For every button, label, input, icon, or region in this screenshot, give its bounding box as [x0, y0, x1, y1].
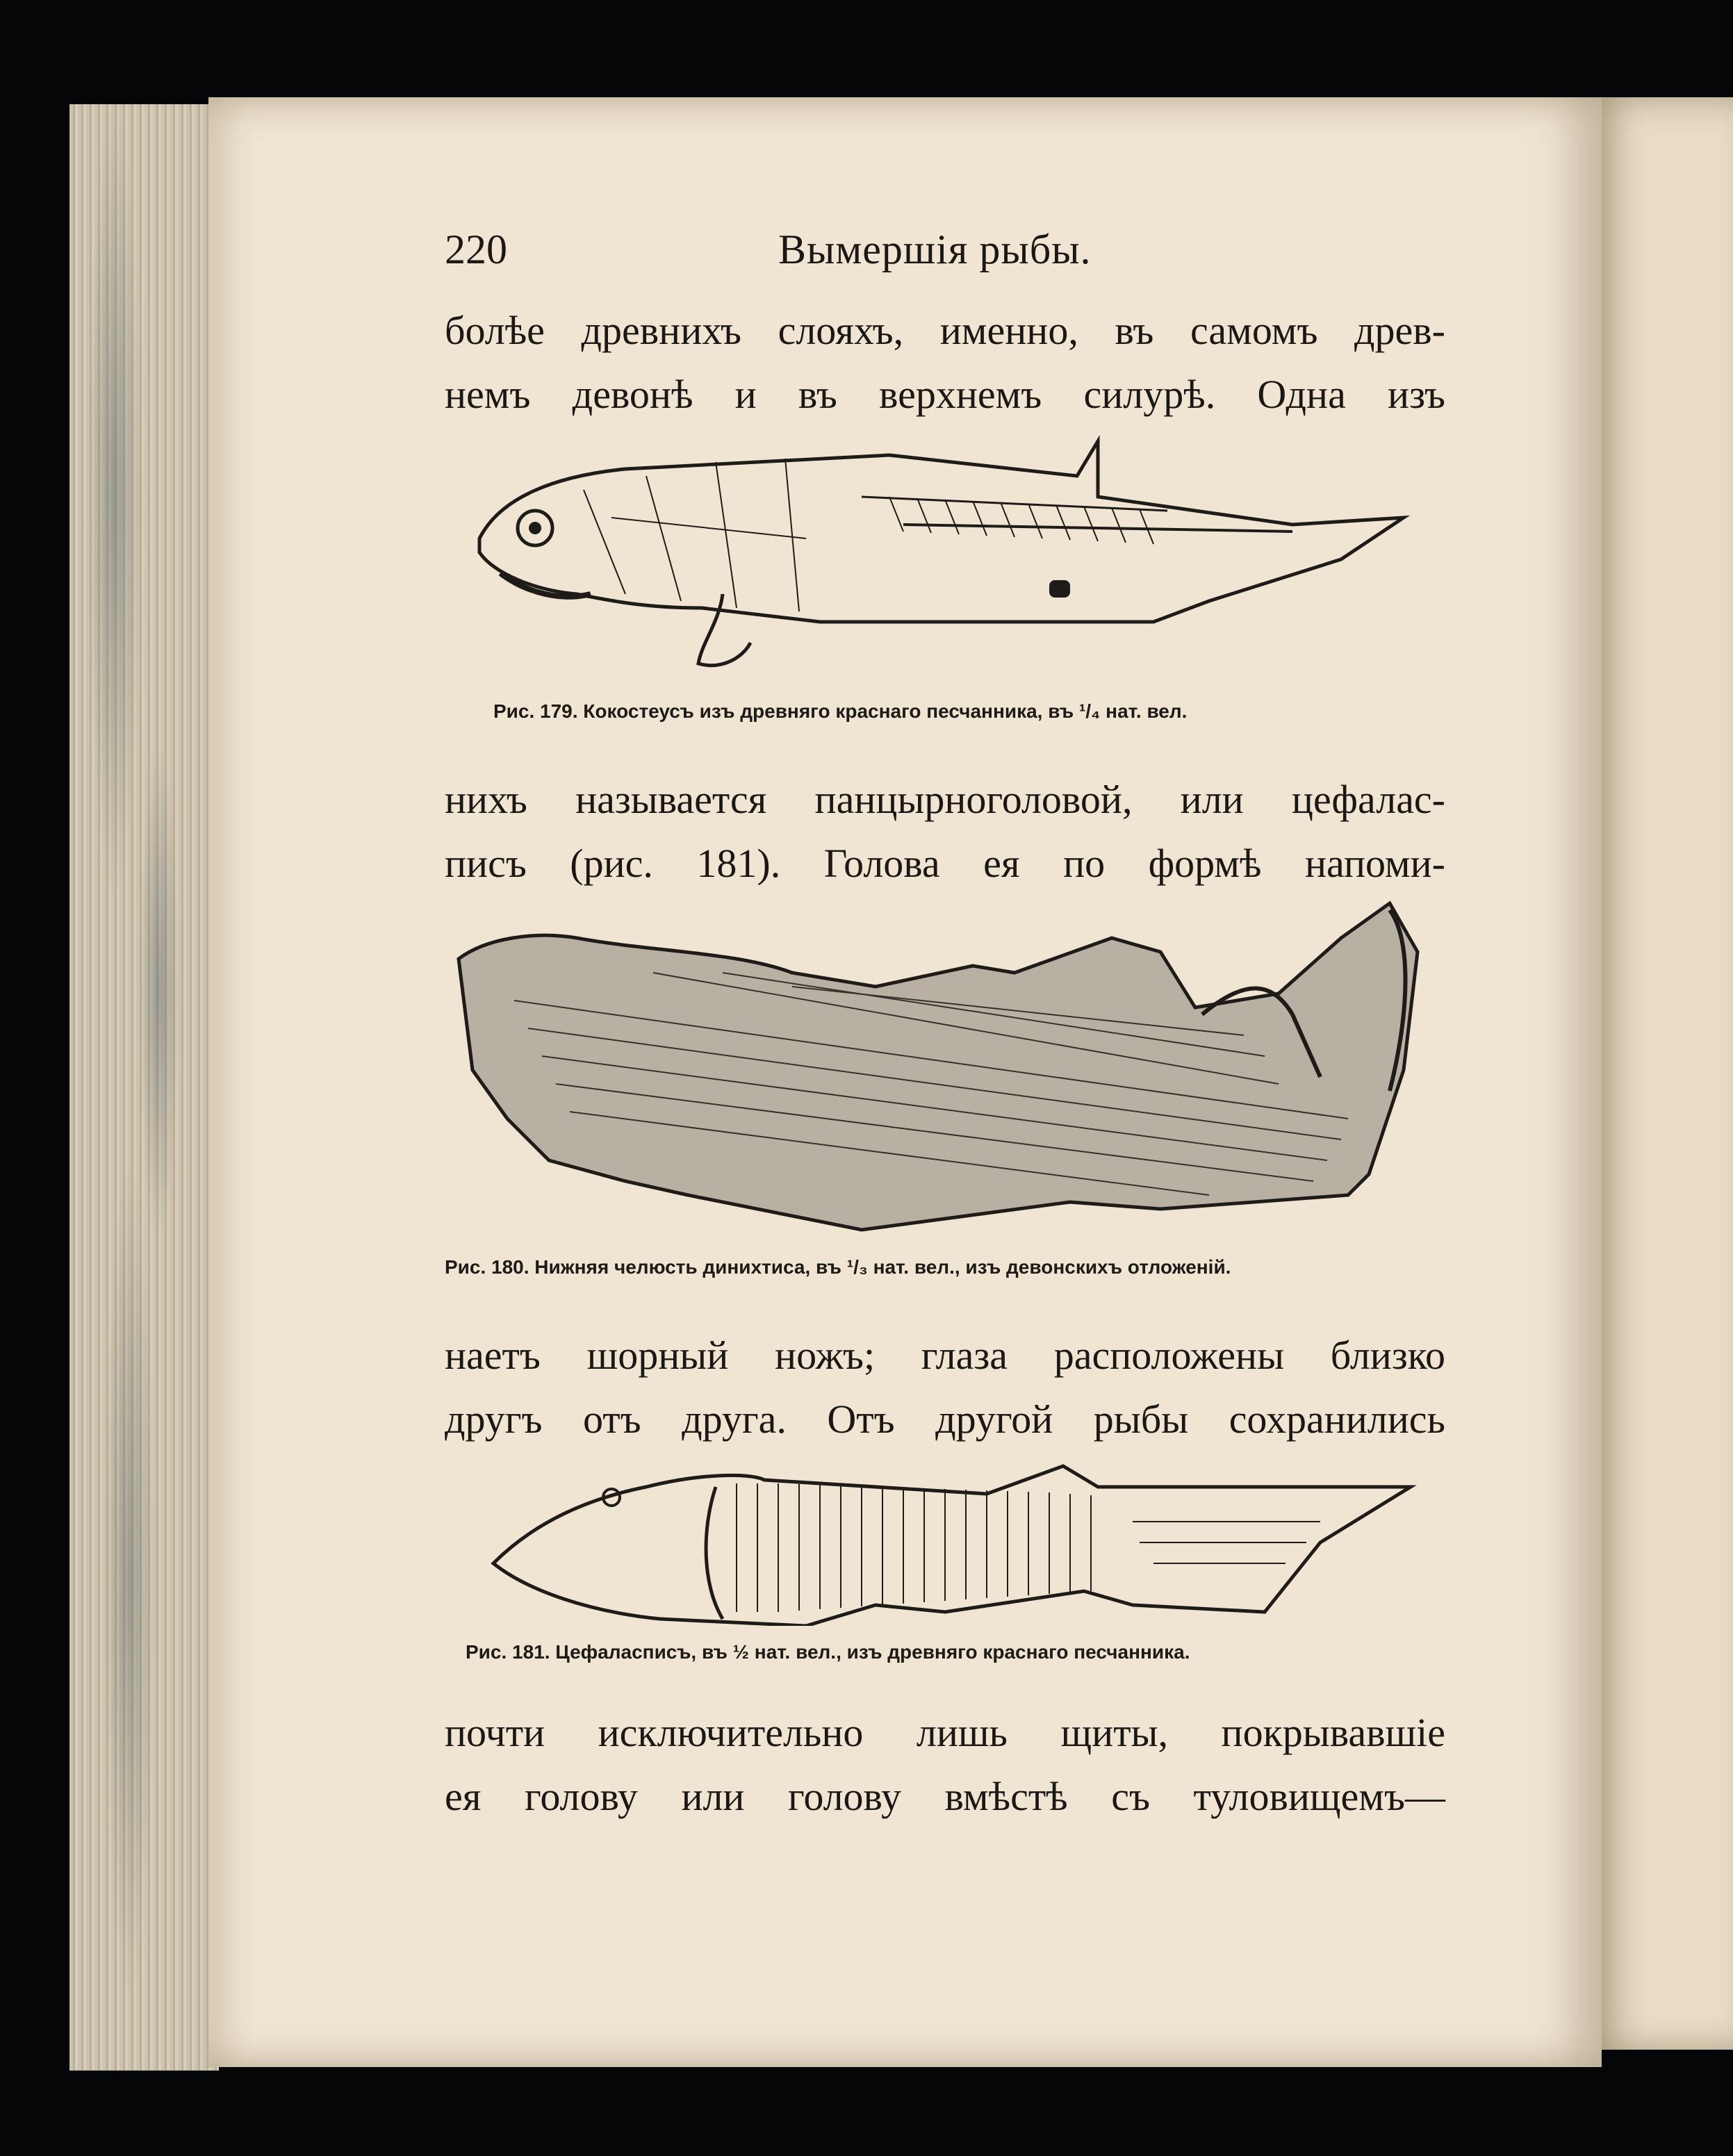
paragraph-1	[445, 299, 1445, 427]
text-line: ея голову или голову вмѣстѣ съ туловищемъ—	[445, 1774, 1445, 1819]
figure-181-cephalaspis	[486, 1445, 1418, 1626]
text-line: другъ отъ друга. Отъ другой рыбы сохранились	[445, 1397, 1445, 1442]
figure-181-caption: Рис. 181. Цефаласписъ, въ ½ нат. вел., изъ древняго краснаго песчанника.	[466, 1641, 1190, 1663]
figure-180-dinichthys-jaw	[445, 896, 1445, 1244]
page-header	[445, 226, 1445, 274]
book-page-edges	[69, 104, 219, 2071]
page-number: 220	[445, 227, 507, 272]
paragraph-2	[445, 768, 1445, 896]
figure-180-caption: Рис. 180. Нижняя челюсть динихтиса, въ ¹/₃ нат. вел., изъ девонскихъ отложеній.	[445, 1256, 1231, 1278]
paragraph-4	[445, 1701, 1445, 1829]
paragraph-3	[445, 1324, 1445, 1451]
text-line: болѣе древнихъ слояхъ, именно, въ самомъ древ-	[445, 308, 1445, 353]
running-title: Вымершія рыбы.	[778, 227, 1092, 272]
text-line: почти исключительно лишь щиты, покрывавшіе	[445, 1710, 1445, 1755]
text-line: нихъ называется панцырноголовой, или цефалас-	[445, 777, 1445, 822]
facing-page-edge	[1591, 97, 1733, 2050]
figure-179-coccosteus	[473, 434, 1445, 691]
text-line: немъ девонѣ и въ верхнемъ силурѣ. Одна изъ	[445, 372, 1445, 417]
figure-179-caption: Рис. 179. Кокостеусъ изъ древняго краснаго песчанника, въ ¹/₄ нат. вел.	[493, 700, 1188, 722]
text-line: писъ (рис. 181). Голова ея по формѣ напоми-	[445, 841, 1445, 886]
text-line: наетъ шорный ножъ; глаза расположены близко	[445, 1333, 1445, 1378]
